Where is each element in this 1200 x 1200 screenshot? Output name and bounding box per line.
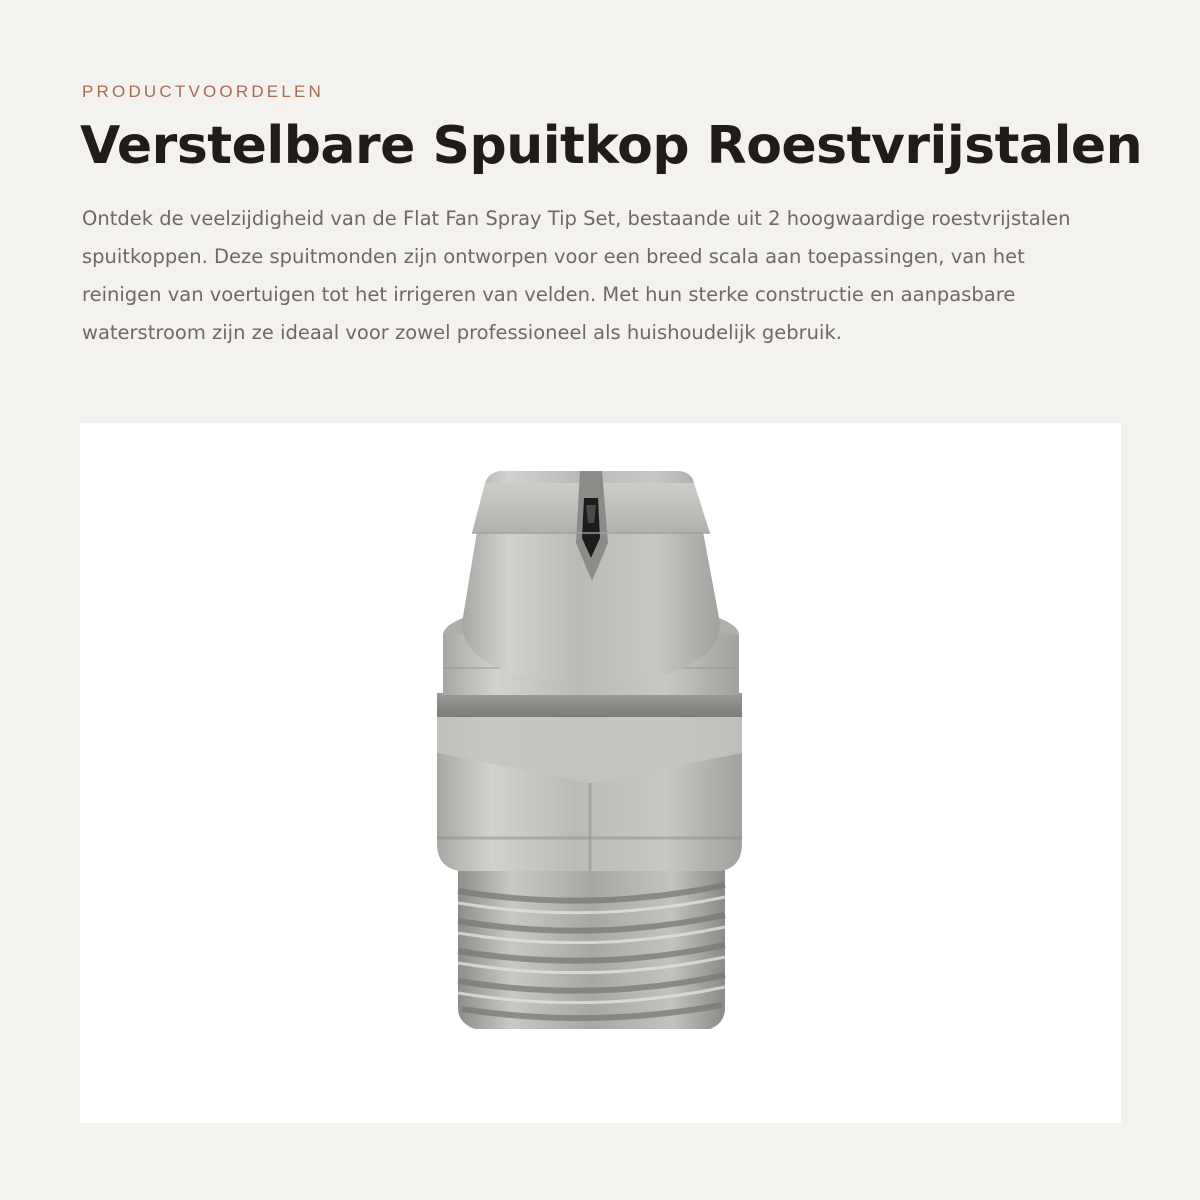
page-title: Verstelbare Spuitkop Roestvrijstalen: [80, 116, 1143, 176]
spray-nozzle-image: [80, 423, 1121, 1123]
product-photo: [80, 423, 1121, 1123]
thread-section: [458, 863, 725, 1029]
hex-body: [437, 693, 742, 871]
product-description: Ontdek de veelzijdigheid van de Flat Fan Spray Tip Set, bestaande uit 2 hoogwaardige roestvrijstalen spuitkoppen. Deze spuitmonden zijn ontworpen voor een breed scala aan toepassingen, van het reinigen van voertuigen tot het irrigeren van velden. Met hun sterke constructie en aanpasbare waterstroom zijn ze ideaal voor zowel professioneel als huishoudelijk gebruik.: [82, 207, 1071, 344]
slotted-head: [462, 471, 720, 685]
section-eyebrow: PRODUCTVOORDELEN: [82, 82, 325, 101]
